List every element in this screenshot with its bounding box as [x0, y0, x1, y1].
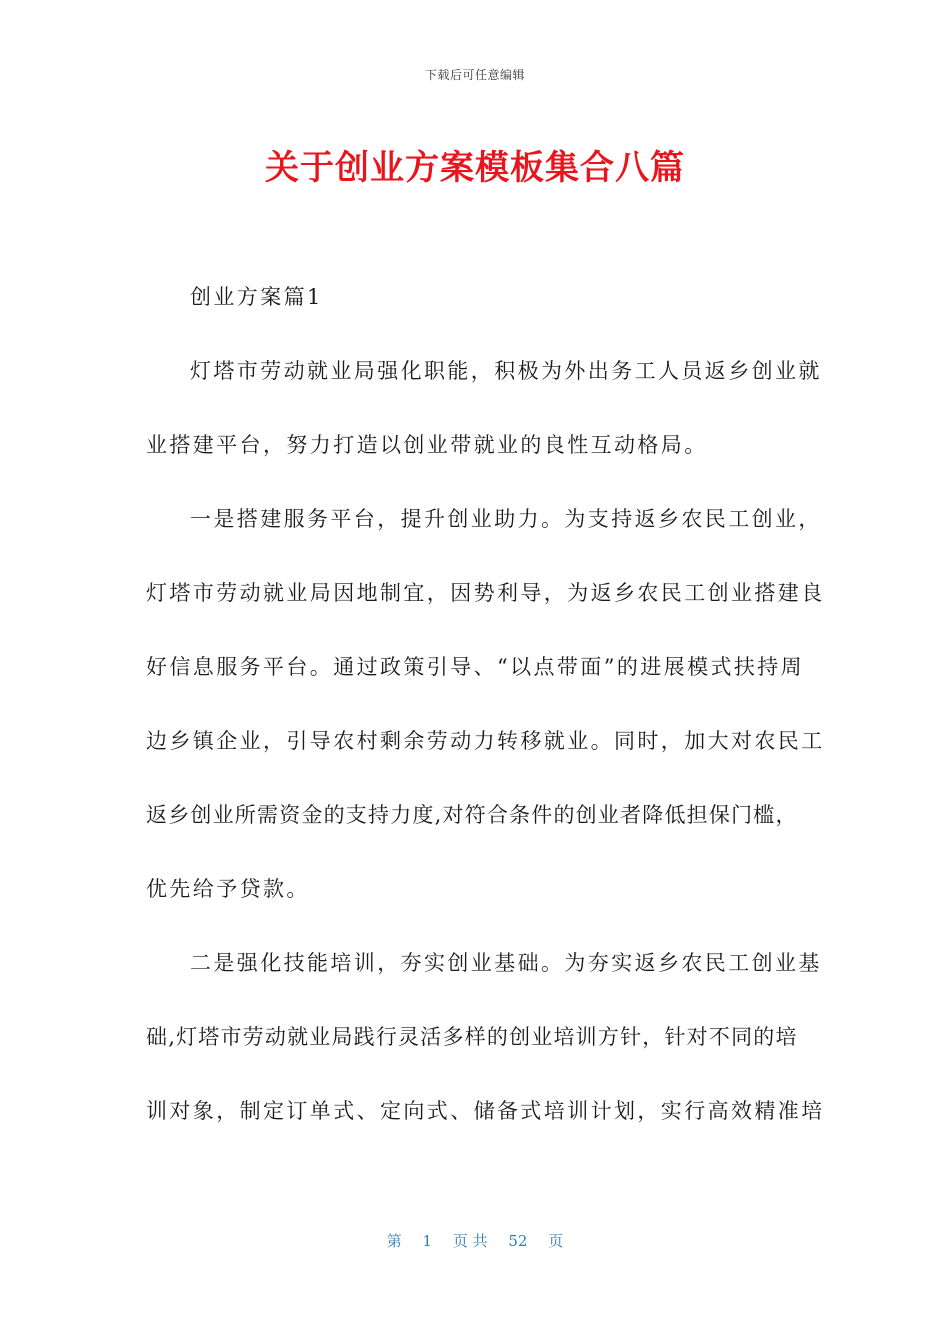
paragraph-2-line-1: 一是搭建服务平台，提升创业助力。为支持返乡农民工创业，	[190, 507, 822, 531]
paragraph-3-line-2: 础,灯塔市劳动就业局践行灵活多样的创业培训方针，针对不同的培	[146, 1025, 798, 1049]
document-body	[146, 279, 825, 1167]
paragraph-2-line-2: 灯塔市劳动就业局因地制宜，因势利导，为返乡农民工创业搭建良	[146, 581, 825, 605]
page-footer	[0, 1230, 950, 1251]
page-current: 1	[422, 1232, 433, 1250]
page-prefix: 第	[386, 1232, 402, 1250]
page-middle: 页 共	[452, 1232, 488, 1250]
page-total: 52	[508, 1232, 528, 1250]
header-note: 下载后可任意编辑	[424, 68, 525, 82]
paragraph-1-line-1: 灯塔市劳动就业局强化职能，积极为外出务工人员返乡创业就	[190, 359, 822, 383]
page-suffix: 页	[548, 1232, 564, 1250]
paragraph-3-line-3: 训对象，制定订单式、定向式、储备式培训计划，实行高效精准培	[146, 1099, 825, 1123]
paragraph-2-line-5: 返乡创业所需资金的支持力度,对符合条件的创业者降低担保门槛，	[146, 803, 798, 827]
paragraph-2-line-3: 好信息服务平台。通过政策引导、“以点带面”的进展模式扶持周	[146, 655, 805, 679]
paragraph-3-line-1: 二是强化技能培训，夯实创业基础。为夯实返乡农民工创业基	[190, 951, 822, 975]
paragraph-1-line-2: 业搭建平台，努力打造以创业带就业的良性互动格局。	[146, 433, 708, 457]
document-title: 关于创业方案模板集合八篇	[265, 148, 685, 188]
section-heading: 创业方案篇1	[190, 285, 323, 309]
paragraph-2-line-6: 优先给予贷款。	[146, 877, 310, 901]
paragraph-2-line-4: 边乡镇企业，引导农村剩余劳动力转移就业。同时，加大对农民工	[146, 729, 825, 753]
